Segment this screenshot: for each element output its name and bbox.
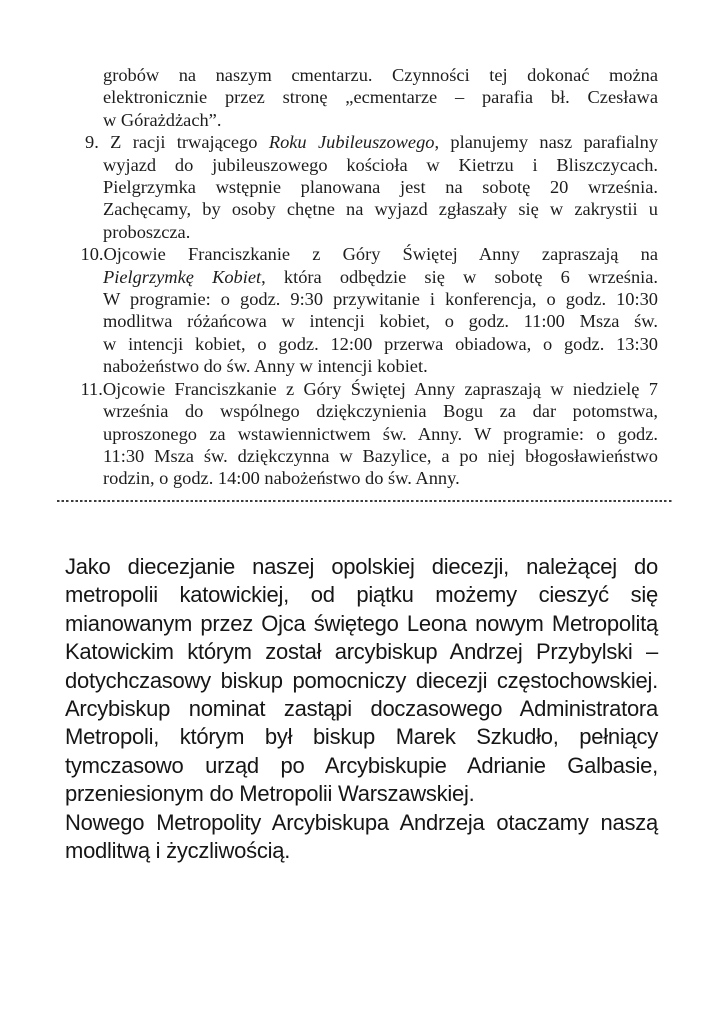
announcements-section [80, 64, 659, 490]
text-line: W programie: o godz. 9:30 przywitanie i konferencja, o godz. 10:30 [103, 289, 658, 310]
text-line: tymczasowo urząd po Arcybiskupie Adrianie Galbasie, [65, 752, 658, 778]
list-item-number: 9. [85, 132, 111, 153]
list-item-11-first-line [80, 378, 658, 400]
text-line: mianowanym przez Ojca świętego Leona nowym Metropolitą [65, 610, 658, 636]
text-line: Metropoli, którym był biskup Marek Szkudło, pełniący [65, 724, 658, 750]
text-line [103, 266, 658, 288]
text-line: września do wspólnego dziękczynienia Bogu za dar potomstwa, [103, 401, 658, 422]
text-line: Arcybiskup nominat zastąpi doczasowego Administratora [65, 696, 658, 722]
text-line: 11:30 Msza św. dziękczynna w Bazylice, a po niej błogosławieństwo [103, 445, 658, 466]
text-line: proboszcza. [103, 221, 191, 242]
text-line: uproszonego za wstawiennictwem św. Anny. W programie: o godz. [103, 423, 658, 444]
list-item-number: 10. [80, 244, 104, 265]
text-line: nabożeństwo do św. Anny w intencji kobiet. [103, 356, 428, 377]
italic-text-segment: Roku Jubileuszowego [268, 132, 435, 153]
text-line: w intencji kobiet, o godz. 12:00 przerwa obiadowa, o godz. 13:30 [103, 333, 658, 354]
list-item-9-first-line [85, 131, 659, 153]
text-line: w Górażdżach”. [103, 109, 222, 130]
dashed-divider [57, 500, 673, 502]
text-line: przeniesionym do Metropolii Warszawskiej. [65, 781, 475, 807]
text-segment: Ojcowie Franciszkanie z Góry Świętej Anny zapraszają w niedzielę 7 [102, 378, 658, 399]
list-item-10-first-line [80, 243, 658, 265]
text-segment: Z racji trwającego [110, 132, 269, 153]
text-line: dotychczasowy biskup pomocniczy diecezji częstochowskiej. [65, 667, 658, 693]
text-line: metropolii katowickiej, od piątku możemy cieszyć się [65, 582, 658, 608]
text-line: wyjazd do jubileuszowego kościoła w Kietrzu i Bliszczycach. [103, 154, 658, 175]
text-line: rodzin, o godz. 14:00 nabożeństwo do św. Anny. [103, 468, 460, 489]
text-line: Zachęcamy, by osoby chętne na wyjazd zgłaszały się w zakrystii u [103, 199, 658, 220]
text-segment: Ojcowie Franciszkanie z Góry Świętej Anny zapraszają na [103, 244, 658, 265]
text-line: Jako diecezjanie naszej opolskiej diecezji, należącej do [65, 554, 658, 579]
text-line: elektronicznie przez stronę „ecmentarze – parafia bł. Czesława [103, 87, 658, 108]
text-line: Pielgrzymka wstępnie planowana jest na sobotę 20 września. [103, 177, 658, 198]
text-line: modlitwą i życzliwością. [65, 838, 291, 864]
news-section [65, 553, 658, 865]
text-line: Nowego Metropolity Arcybiskupa Andrzeja otaczamy naszą [65, 809, 658, 835]
list-item-number: 11. [80, 378, 103, 399]
text-line: Katowickim którym został arcybiskup Andrzej Przybylski – [65, 639, 658, 665]
italic-text-segment: Pielgrzymkę Kobiet [103, 266, 262, 287]
text-line: grobów na naszym cmentarzu. Czynności tej dokonać można [103, 65, 658, 85]
text-line: modlitwa różańcowa w intencji kobiet, o godz. 11:00 Msza św. [103, 311, 658, 332]
text-segment: , która odbędzie się w sobotę 6 września. [261, 266, 659, 287]
text-segment: , planujemy nasz parafialny [434, 132, 659, 153]
